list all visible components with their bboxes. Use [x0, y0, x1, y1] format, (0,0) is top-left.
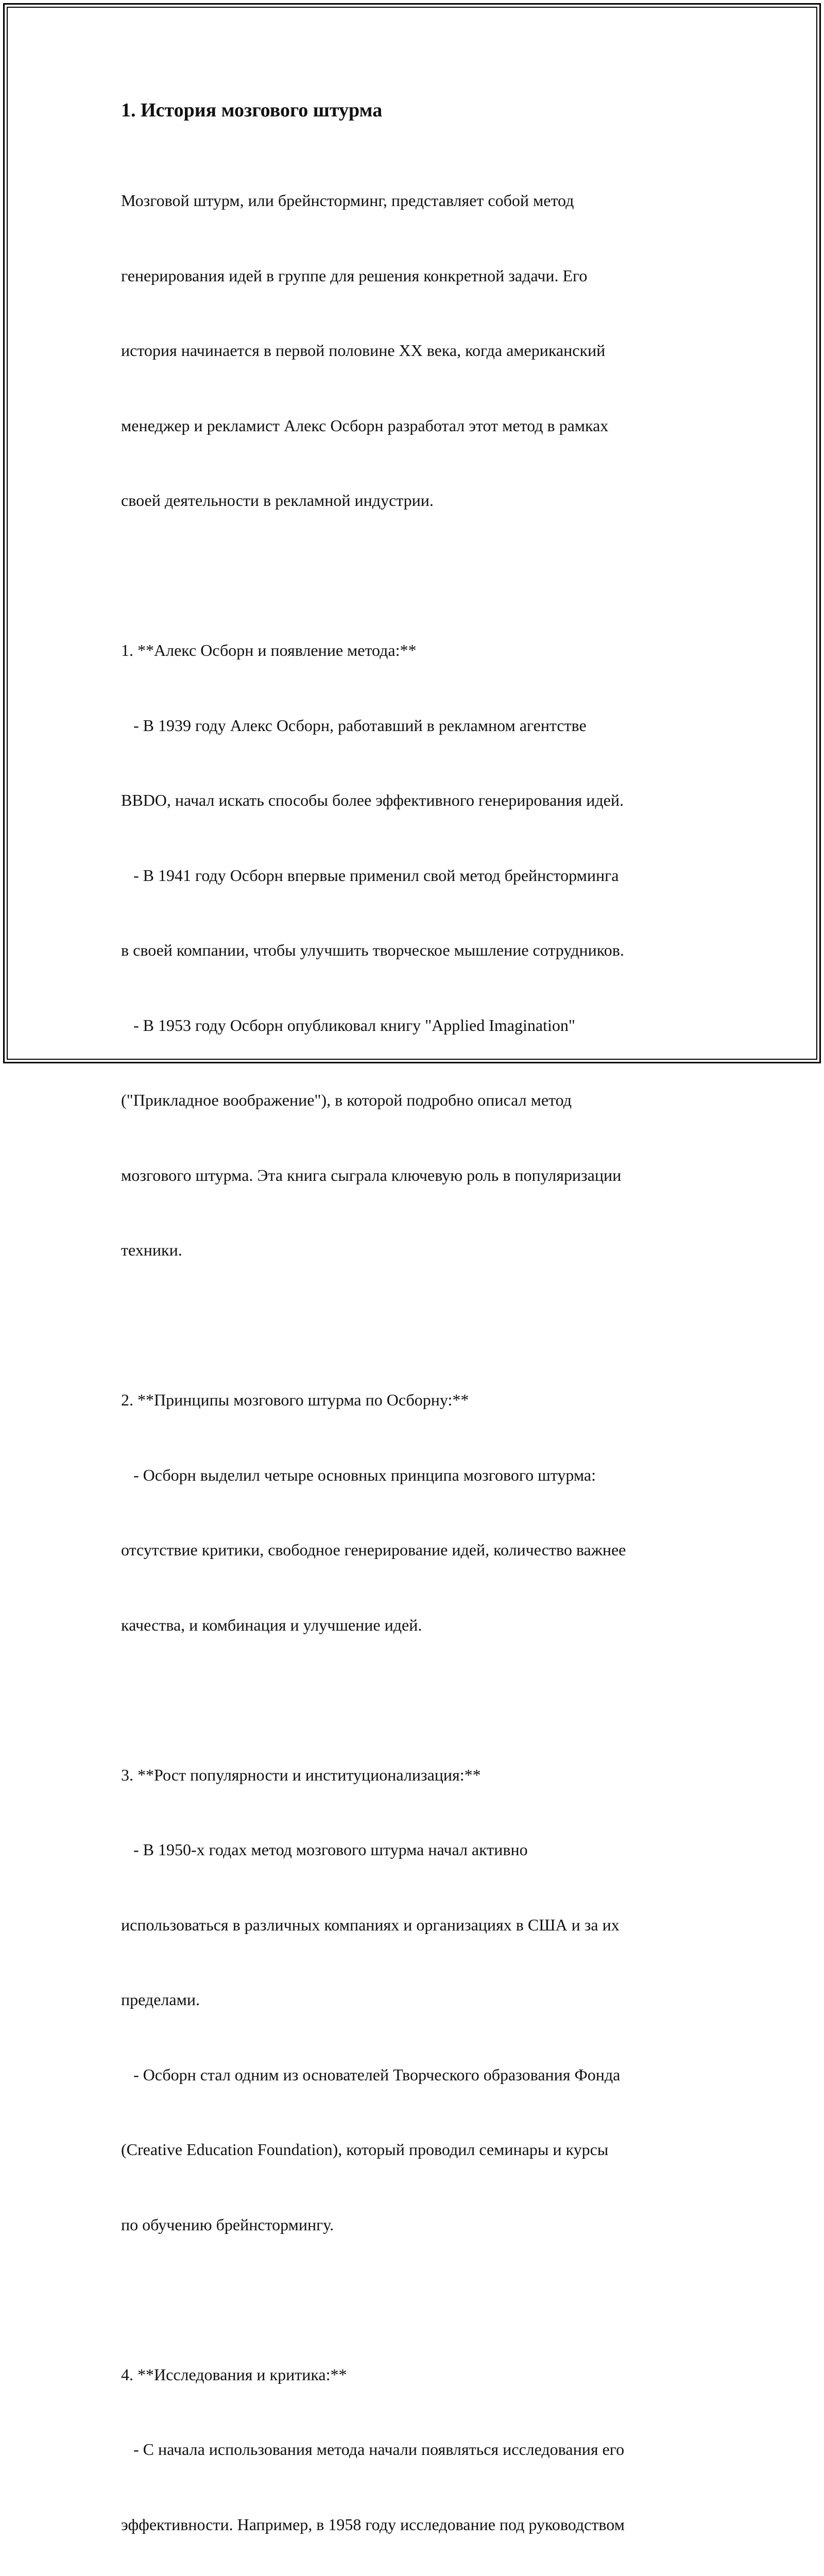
paragraph-gap [121, 1313, 718, 1338]
section-osborn-origin [121, 588, 718, 1313]
section-research [121, 2312, 718, 2576]
text-line: (Creative Education Foundation), который проводил семинары и курсы [121, 2137, 718, 2162]
text-line: Мозговой штурм, или брейнсторминг, представляет собой метод [121, 188, 718, 213]
section-principles [121, 1337, 718, 1687]
text-line: - Осборн выделил четыре основных принципа мозгового штурма: [121, 1463, 718, 1488]
paragraph-gap [121, 563, 718, 588]
text-line: использоваться в различных компаниях и организациях в США и за их [121, 1912, 718, 1938]
text-line: - С начала использования метода начали появляться исследования его [121, 2437, 718, 2462]
text-line: своей деятельности в рекламной индустрии. [121, 488, 718, 513]
document-title: 1. История мозгового штурма [121, 96, 718, 125]
text-line: - В 1950-х годах метод мозгового штурма начал активно [121, 1837, 718, 1862]
section-heading: 2. **Принципы мозгового штурма по Осборну:** [121, 1387, 718, 1413]
text-line: - В 1953 году Осборн опубликовал книгу "Applied Imagination" [121, 1013, 718, 1038]
text-line: менеджер и рекламист Алекс Осборн разработал этот метод в рамках [121, 413, 718, 438]
section-heading: 1. **Алекс Осборн и появление метода:** [121, 638, 718, 663]
text-line: по обучению брейнстормингу. [121, 2212, 718, 2238]
text-line: BBDO, начал искать способы более эффективного генерирования идей. [121, 788, 718, 813]
text-line: ("Прикладное воображение"), в которой подробно описал метод [121, 1088, 718, 1113]
text-line: в своей компании, чтобы улучшить творческое мышление сотрудников. [121, 938, 718, 963]
text-line: мозгового штурма. Эта книга сыграла ключевую роль в популяризации [121, 1163, 718, 1188]
text-line: - В 1939 году Алекс Осборн, работавший в рекламном агентстве [121, 713, 718, 738]
section-popularity [121, 1713, 718, 2287]
section-heading: 4. **Исследования и критика:** [121, 2362, 718, 2387]
text-line: отсутствие критики, свободное генерирование идей, количество важнее [121, 1537, 718, 1563]
paragraph-gap [121, 2287, 718, 2312]
text-line: - Осборн стал одним из основателей Творческого образования Фонда [121, 2062, 718, 2088]
text-line: - В 1941 году Осборн впервые применил свой метод брейнсторминга [121, 863, 718, 888]
paragraph-gap [121, 1687, 718, 1713]
intro-paragraph [121, 138, 718, 563]
text-line: качества, и комбинация и улучшение идей. [121, 1613, 718, 1638]
text-line: пределами. [121, 1987, 718, 2012]
document-body [121, 96, 718, 2576]
section-heading: 3. **Рост популярности и институционализация:** [121, 1762, 718, 1788]
text-line: эффективности. Например, в 1958 году исследование под руководством [121, 2512, 718, 2537]
text-line: история начинается в первой половине XX века, когда американский [121, 338, 718, 363]
text-line: техники. [121, 1238, 718, 1263]
text-line: генерирования идей в группе для решения конкретной задачи. Его [121, 263, 718, 289]
